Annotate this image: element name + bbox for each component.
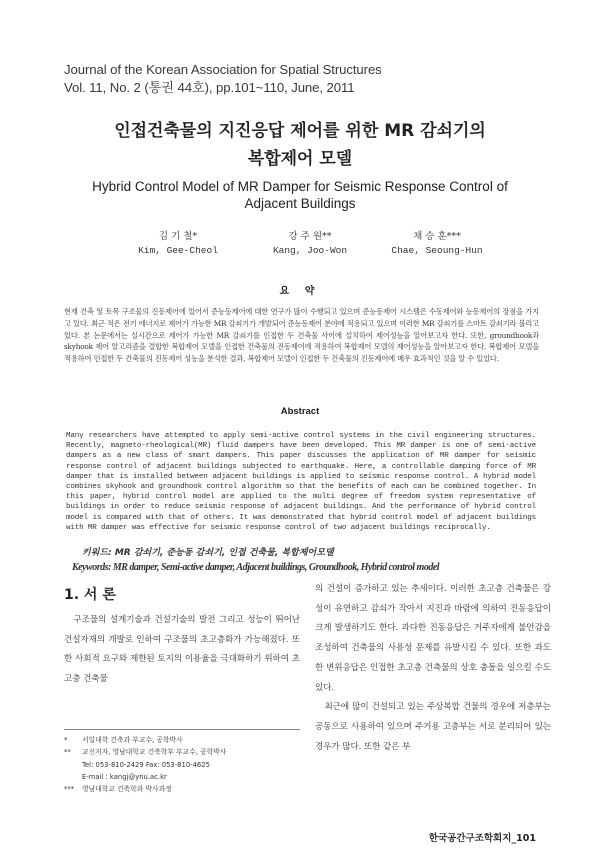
page-footer bbox=[429, 830, 536, 844]
footer-separator: _ bbox=[511, 833, 517, 844]
footnote-3-affiliation: 영남대학교 건축학과 박사과정 bbox=[82, 785, 172, 794]
footnote-2-mark: ** bbox=[64, 748, 71, 757]
journal-header bbox=[64, 61, 382, 97]
korean-abstract-heading: 요 약 bbox=[279, 286, 321, 297]
author-1 bbox=[118, 230, 238, 258]
footnote-1-mark: * bbox=[64, 736, 68, 744]
author-3-english-name: Chae, Seoung-Hun bbox=[391, 245, 483, 256]
english-title bbox=[0, 178, 600, 212]
section-heading-introduction: 1. 서 론 bbox=[64, 587, 116, 603]
footnote-2-affiliation: 교신저자, 영남대학교 건축학부 부교수, 공학박사 bbox=[82, 748, 227, 757]
author-2-korean-name: 강 주 원** bbox=[288, 231, 332, 242]
korean-keywords: 키워드: MR 감쇠기, 준능동 감쇠기, 인접 건축물, 복합제어모델 bbox=[82, 548, 334, 558]
english-keywords: Keywords: MR damper, Semi-active damper, Adjacent buildings, Groundhook, Hybrid control model bbox=[72, 562, 440, 573]
author-footnotes bbox=[64, 734, 300, 795]
intro-paragraph-1-continued: 의 건설이 증가하고 있는 추세이다. 이러한 초고층 건축물은 강성이 유연하고 감쇠가 작아서 지진과 바람에 의하여 진동응답이 크게 발생하기도 한다. 과다한 진동응답은 거주자에게 불안감을 조성하여 건축물의 사용성 문제를 유발시킬 수 있다. 또한 과도한 변위응답은 인접한 초고층 건축물의 상호 충돌을 일으킬 수도 있다. bbox=[315, 584, 551, 693]
footnote-2-email: E-mail : kangj@ynu.ac.kr bbox=[82, 772, 167, 781]
footnote-3 bbox=[64, 783, 300, 795]
english-title-line-2: Adjacent Buildings bbox=[244, 196, 356, 211]
english-title-line-1: Hybrid Control Model of MR Damper for Seismic Response Control of bbox=[92, 179, 508, 194]
author-2 bbox=[250, 230, 370, 258]
author-2-english-name: Kang, Joo-Won bbox=[272, 245, 348, 256]
footnote-divider bbox=[64, 729, 300, 730]
intro-paragraph-2: 최근에 많이 건설되고 있는 주상복합 건물의 경우에 저층부는 공동으로 사용하여 있으며 주거용 고층부는 서로 분리되어 있는 경우가 많다. 또한 같은 부 bbox=[315, 702, 551, 752]
page-number: 101 bbox=[516, 833, 536, 844]
footnote-2 bbox=[64, 746, 300, 758]
english-abstract-heading: Abstract bbox=[280, 406, 320, 417]
author-1-korean-name: 김 기 철* bbox=[158, 231, 198, 242]
footnote-1 bbox=[64, 734, 300, 746]
korean-abstract-text: 현재 건축 및 토목 구조물의 진동제어에 있어서 준능동제어에 대한 연구가 많이 수행되고 있으며 준능동제어 시스템은 수동제어와 능동제어의 장점을 가지고 있다. 최근 적은 전기 에너지로 제어가 가능한 MR 감쇠기가 개발되어 준능동제어 분야에 적용되고 있으며 이러한 MR 감쇠기를 스마트 감쇠기라 불리고 있다. 본 논문에서는 실시간으로 제어가 가능한 MR 감쇠기를 인접한 두 건축물 사이에 설치하여 제어성능을 알아보고자 한다. 또한, groundhook과 skyhook 제어 알고리즘을 결합한 복합제어 모델을 인접한 건축물의 진동제어에 적용하여 복합제어 모델의 제어성능을 알아보고자 한다. 복합제어 모델을 적용하여 인접한 두 건축물의 진동제어 성능을 분석한 결과, 복합제어 모델이 인접한 두 건축물의 진동제어에 매우 효과적인 것을 알 수 있었다. bbox=[64, 307, 539, 364]
korean-title bbox=[0, 117, 600, 173]
intro-paragraph-1: 구조물의 설계기술과 건설기술의 발전 그리고 성능이 뛰어난 건설자재의 개발로 인하여 구조물의 초고층화가 가능해졌다. 또한 사회적 요구와 제한된 토지의 이용율을 극대화하기 위하여 초고층 건축물 bbox=[64, 615, 300, 685]
body-column-left bbox=[64, 611, 300, 690]
footnote-3-mark: *** bbox=[64, 785, 75, 794]
author-3 bbox=[372, 230, 502, 258]
korean-title-line-2: 복합제어 모델 bbox=[247, 149, 353, 169]
journal-issue: Vol. 11, No. 2 (통권 44호), pp.101~110, June, 2011 bbox=[64, 80, 355, 95]
author-3-korean-name: 채 승 훈*** bbox=[413, 231, 461, 242]
author-list bbox=[0, 230, 600, 260]
journal-name: Journal of the Korean Association for Spatial Structures bbox=[64, 62, 382, 77]
korean-title-line-1: 인접건축물의 지진응답 제어를 위한 MR 감쇠기의 bbox=[114, 121, 486, 141]
footer-journal-name: 한국공간구조학회지 bbox=[428, 833, 512, 844]
body-column-right bbox=[315, 580, 551, 757]
footnote-1-affiliation: 서일대학 건축과 부교수, 공학박사 bbox=[82, 736, 183, 744]
english-abstract-text: Many researchers have attempted to apply semi-active control systems in the civil engineering structures. Recently, magneto-rheological(MR) fluid dampers have been developed. This MR damper is one of semi-active dampers as a new class of smart dampers. This paper discusses the application of MR damper for seismic response control of adjacent buildings subjected to earthquake. Here, a controllable damping force of MR damper that is installed between adjacent buildings is applied to seismic response control. A hybrid model combines skyhook and groundhook control algorithm so that the benefits of each can be combined together. In this paper, hybrid control model are applied to the multi degree of freedom system representative of buildings in order to reduce seismic response of adjacent buildings. And the performance of hybrid control model is compared with that of others. It was demonstrated that hybrid control model of adjacent buildings with MR damper was effective for seismic response control of two adjacent buildings reciprocally. bbox=[66, 432, 536, 532]
footnote-2-phone-fax: Tel: 053-810-2429 Fax: 053-810-4625 bbox=[82, 760, 210, 769]
author-1-english-name: Kim, Gee-Cheol bbox=[138, 245, 218, 256]
